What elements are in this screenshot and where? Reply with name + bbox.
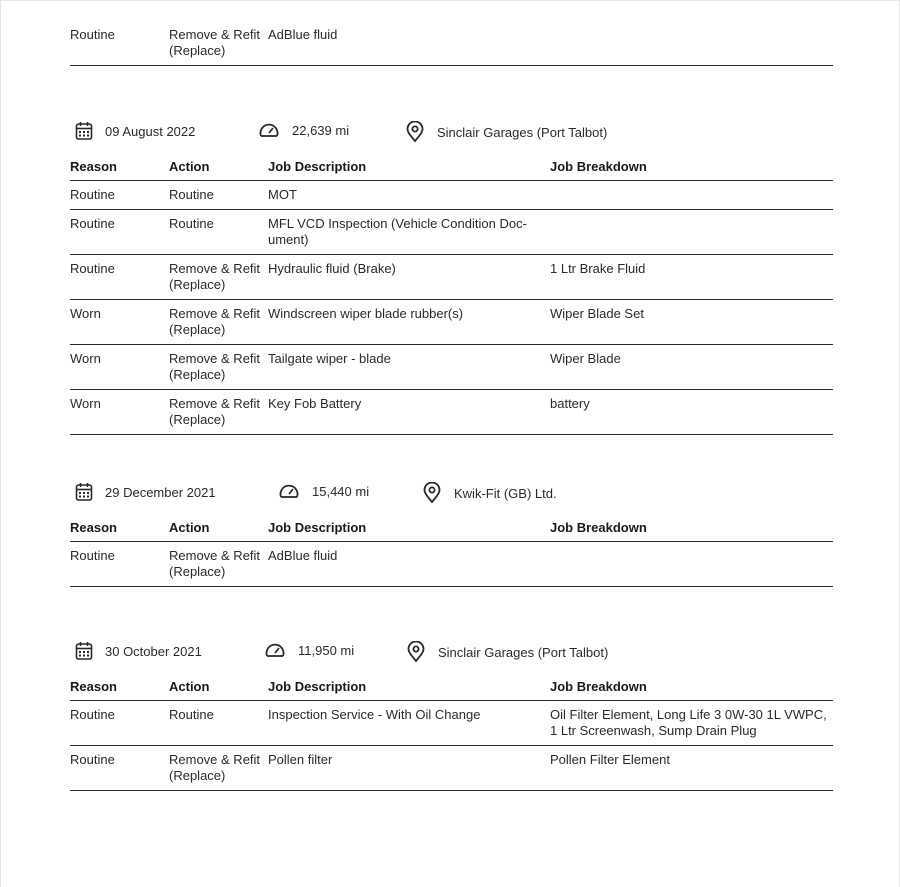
page-border-top <box>0 0 900 1</box>
breakdown-cell: Pollen Filter Element <box>550 746 833 791</box>
table-row <box>70 345 833 390</box>
reason-cell: Routine <box>70 746 169 791</box>
action-line-2: (Replace) <box>169 277 226 292</box>
table-header-row <box>70 520 833 542</box>
header-action: Action <box>169 159 268 181</box>
header-reason: Reason <box>70 679 169 701</box>
table-header-row <box>70 159 833 181</box>
table-row <box>70 255 833 300</box>
entry-date-text: 30 October 2021 <box>105 643 202 659</box>
map-pin-icon <box>422 482 454 504</box>
reason-cell: Worn <box>70 390 169 435</box>
entry-mileage <box>278 482 369 500</box>
breakdown-cell: battery <box>550 390 833 435</box>
breakdown-cell: 1 Ltr Brake Fluid <box>550 255 833 300</box>
description-cell: Windscreen wiper blade rubber(s) <box>268 300 550 345</box>
service-entry <box>70 641 833 791</box>
breakdown-cell: Oil Filter Element, Long Life 3 0W-30 1L VWPC, 1 Ltr Screenwash, Sump Drain Plug <box>550 701 833 746</box>
action-cell <box>169 345 268 390</box>
calendar-icon <box>75 121 105 141</box>
action-cell <box>169 255 268 300</box>
table-header-row <box>70 679 833 701</box>
speedometer-icon <box>264 641 298 659</box>
action-line-1: Remove & Refit <box>169 351 261 366</box>
reason-cell: Routine <box>70 181 169 210</box>
description-cell: AdBlue fluid <box>268 542 550 587</box>
entry-date-text: 29 December 2021 <box>105 484 216 500</box>
entry-date <box>75 641 202 661</box>
entry-info-line <box>70 641 833 667</box>
description-cell: MOT <box>268 181 550 210</box>
reason-cell: Routine <box>70 27 169 66</box>
reason-cell: Routine <box>70 701 169 746</box>
breakdown-cell <box>550 27 833 66</box>
header-breakdown: Job Breakdown <box>550 520 833 542</box>
action-cell: Routine <box>169 210 268 255</box>
header-reason: Reason <box>70 520 169 542</box>
action-line-1: Remove & Refit <box>169 396 261 411</box>
action-line-1: Remove & Refit <box>169 27 261 42</box>
speedometer-icon <box>258 121 292 139</box>
description-cell: Inspection Service - With Oil Change <box>268 701 550 746</box>
job-table <box>70 27 833 66</box>
description-cell <box>268 210 833 255</box>
entry-garage-text: Sinclair Garages (Port Talbot) <box>438 644 609 660</box>
table-row <box>70 390 833 435</box>
table-row <box>70 542 833 587</box>
table-row <box>70 701 833 746</box>
calendar-icon <box>75 641 105 661</box>
header-description: Job Description <box>268 679 550 701</box>
entry-garage <box>406 641 608 663</box>
action-cell: Routine <box>169 181 268 210</box>
action-cell <box>169 542 268 587</box>
map-pin-icon <box>405 121 437 143</box>
action-line-2: (Replace) <box>169 412 226 427</box>
action-cell <box>169 300 268 345</box>
action-cell <box>169 27 268 66</box>
map-pin-icon <box>406 641 438 663</box>
reason-cell: Routine <box>70 210 169 255</box>
action-line-1: Remove & Refit <box>169 306 261 321</box>
reason-cell: Routine <box>70 542 169 587</box>
service-entry <box>70 121 833 435</box>
header-action: Action <box>169 679 268 701</box>
description-cell: Tailgate wiper - blade <box>268 345 550 390</box>
header-breakdown: Job Breakdown <box>550 679 833 701</box>
action-cell <box>169 746 268 791</box>
description-line-2: ument) <box>268 232 309 247</box>
description-cell: AdBlue fluid <box>268 27 550 66</box>
description-cell: Key Fob Battery <box>268 390 550 435</box>
entry-garage <box>405 121 607 143</box>
action-line-1: Remove & Refit <box>169 548 261 563</box>
previous-entry-continuation <box>70 27 833 66</box>
reason-cell: Worn <box>70 345 169 390</box>
reason-cell: Routine <box>70 255 169 300</box>
header-action: Action <box>169 520 268 542</box>
action-cell <box>169 390 268 435</box>
service-entry <box>70 482 833 587</box>
entry-info-line <box>70 121 833 147</box>
action-line-2: (Replace) <box>169 43 226 58</box>
action-line-2: (Replace) <box>169 768 226 783</box>
entry-garage-text: Sinclair Garages (Port Talbot) <box>437 124 608 140</box>
calendar-icon <box>75 482 105 502</box>
action-line-2: (Replace) <box>169 564 226 579</box>
table-row <box>70 210 833 255</box>
action-line-1: Remove & Refit <box>169 261 261 276</box>
entry-garage-text: Kwik-Fit (GB) Ltd. <box>454 485 557 501</box>
breakdown-cell <box>550 181 833 210</box>
entry-mileage-text: 22,639 mi <box>292 122 350 138</box>
breakdown-cell: Wiper Blade <box>550 345 833 390</box>
description-cell: Pollen filter <box>268 746 550 791</box>
job-table <box>70 679 833 791</box>
entry-mileage <box>258 121 349 139</box>
table-row <box>70 181 833 210</box>
table-row <box>70 300 833 345</box>
description-cell: Hydraulic fluid (Brake) <box>268 255 550 300</box>
job-table <box>70 520 833 587</box>
header-reason: Reason <box>70 159 169 181</box>
entry-mileage-text: 11,950 mi <box>298 642 355 658</box>
entry-mileage-text: 15,440 mi <box>312 483 370 499</box>
speedometer-icon <box>278 482 312 500</box>
header-breakdown: Job Breakdown <box>550 159 833 181</box>
action-line-1: Remove & Refit <box>169 752 261 767</box>
page-border-left <box>0 0 1 887</box>
table-row <box>70 27 833 66</box>
entry-date <box>75 482 216 502</box>
header-description: Job Description <box>268 159 550 181</box>
action-line-2: (Replace) <box>169 322 226 337</box>
action-line-2: (Replace) <box>169 367 226 382</box>
breakdown-cell: Wiper Blade Set <box>550 300 833 345</box>
header-description: Job Description <box>268 520 550 542</box>
entry-info-line <box>70 482 833 508</box>
entry-date-text: 09 August 2022 <box>105 123 196 139</box>
reason-cell: Worn <box>70 300 169 345</box>
action-cell: Routine <box>169 701 268 746</box>
entry-mileage <box>264 641 354 659</box>
entry-garage <box>422 482 557 504</box>
job-table <box>70 159 833 435</box>
entry-date <box>75 121 195 141</box>
breakdown-cell <box>550 542 833 587</box>
table-row <box>70 746 833 791</box>
description-line-1: MFL VCD Inspection (Vehicle Condition Doc- <box>268 216 527 231</box>
